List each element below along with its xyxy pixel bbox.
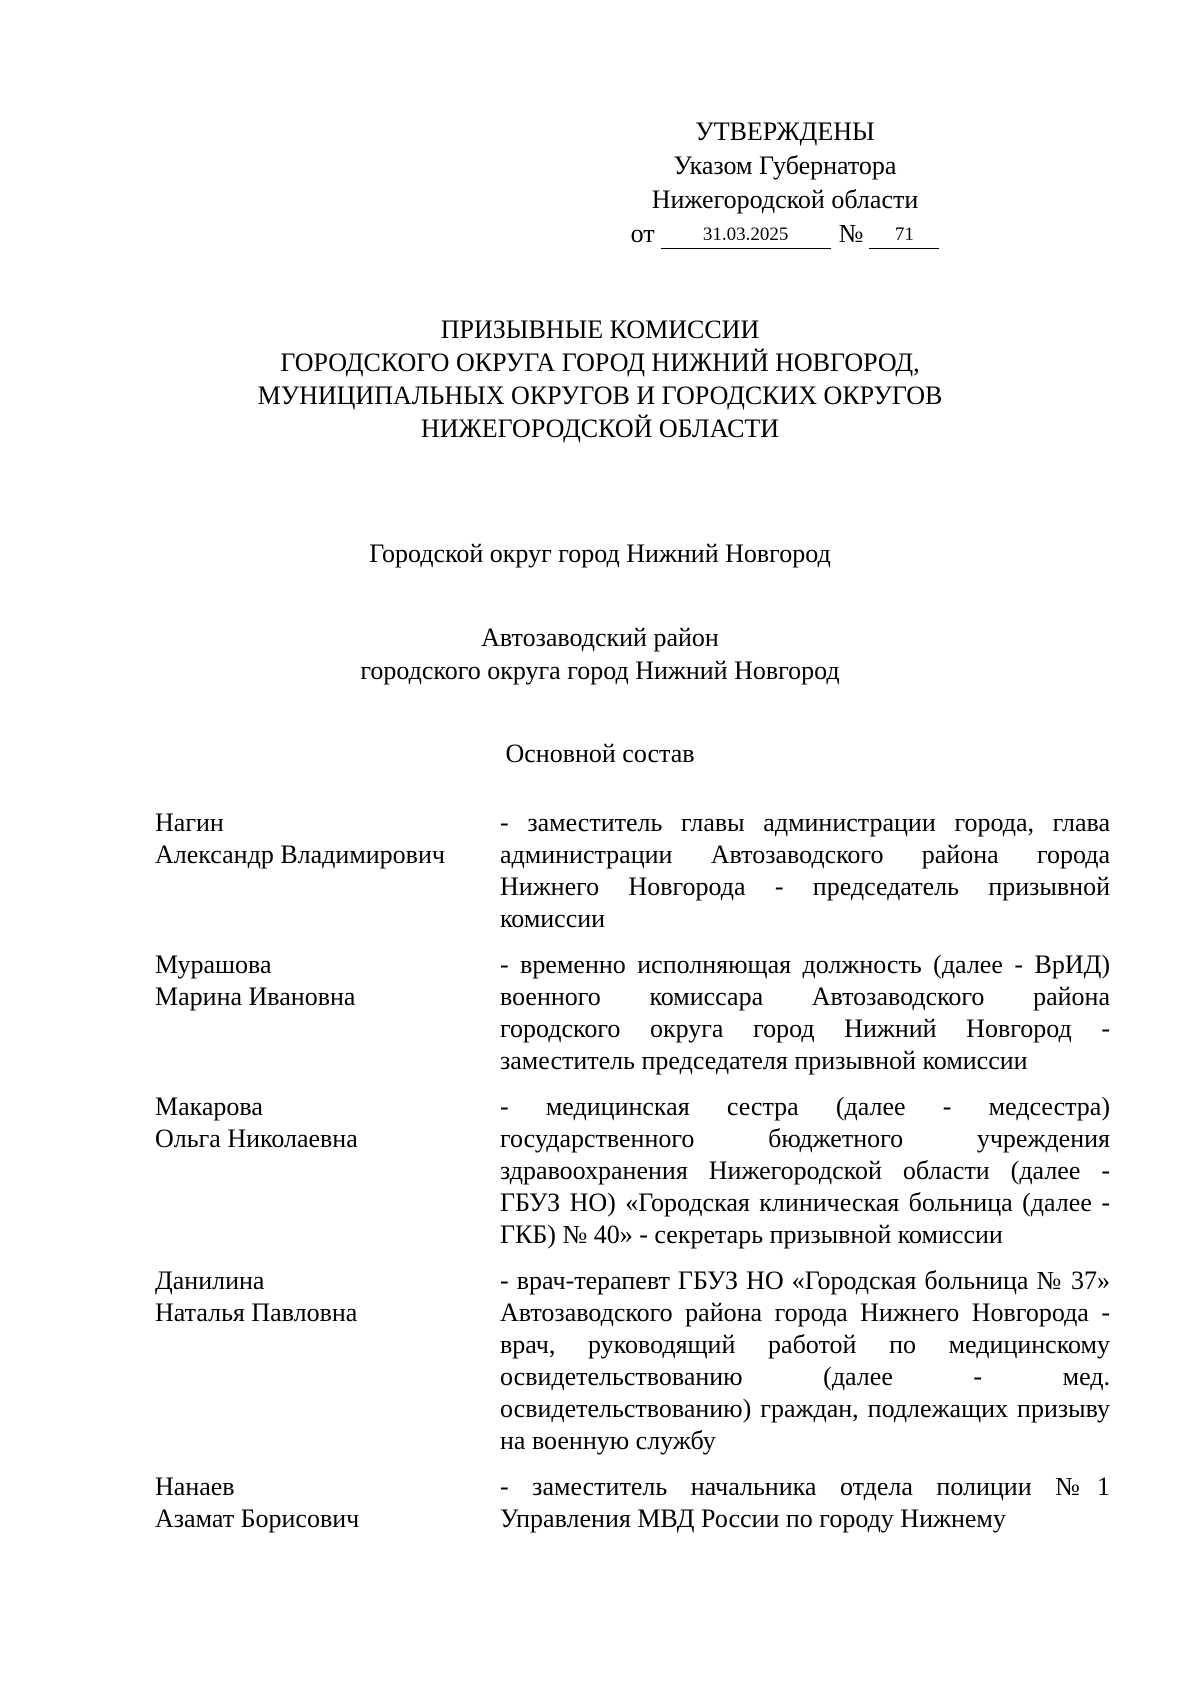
- member-name: [155, 1471, 500, 1535]
- member-surname: Нанаев: [155, 1472, 235, 1501]
- member-role: - врач-терапевт ГБУЗ НО «Городская больница № 37» Автозаводского района города Нижнего Новгорода - врач, руководящий работой по медицинскому освидетельствованию (далее - мед. освидетельствованию) граждан, подлежащих призыву на военную службу: [500, 1266, 1110, 1455]
- member-surname: Данилина: [155, 1266, 265, 1295]
- approval-date: 31.03.2025: [661, 224, 831, 249]
- member-role: - медицинская сестра (далее - медсестра) государственного бюджетного учреждения здравоохранения Нижегородской области (далее - ГБУЗ НО) «Городская клиническая больница (далее - ГКБ) № 40» - секретарь призывной комиссии: [500, 1092, 1110, 1249]
- member-role: - заместитель главы администрации города, глава администрации Автозаводского района города Нижнего Новгорода - председатель призывной комиссии: [500, 808, 1110, 933]
- document-title: [150, 313, 1050, 445]
- member-surname: Макарова: [155, 1092, 263, 1121]
- district-heading-line-2: городского округа город Нижний Новгород: [360, 656, 840, 685]
- member-given-name: Наталья Павловна: [155, 1298, 358, 1327]
- member-given-name: Марина Ивановна: [155, 982, 356, 1011]
- member-entry: [155, 949, 1115, 1077]
- member-role: - временно исполняющая должность (далее - ВрИД) военного комиссара Автозаводского района городского округа город Нижний Новгород - заместитель председателя призывной комиссии: [500, 950, 1110, 1075]
- member-entry: [155, 1265, 1115, 1457]
- approval-number: 71: [869, 224, 939, 249]
- document-title-line-2: ГОРОДСКОГО ОКРУГА ГОРОД НИЖНИЙ НОВГОРОД,: [280, 348, 920, 377]
- approval-decree: Указом Губернатора: [673, 151, 897, 180]
- member-surname: Мурашова: [155, 950, 272, 979]
- member-name: [155, 1265, 500, 1457]
- district-heading: [150, 621, 1050, 687]
- composition-heading: [150, 737, 1050, 770]
- approval-heading: УТВЕРЖДЕНЫ: [695, 117, 875, 146]
- member-entry: [155, 1471, 1115, 1535]
- district-heading-line-1: Автозаводский район: [481, 623, 719, 652]
- members-list: [155, 807, 1115, 1549]
- city-heading-text: Городской округ город Нижний Новгород: [369, 539, 831, 568]
- member-entry: [155, 1091, 1115, 1251]
- member-entry: [155, 807, 1115, 935]
- member-given-name: Ольга Николаевна: [155, 1124, 358, 1153]
- approval-number-label: №: [838, 219, 864, 248]
- city-heading: [150, 537, 1050, 570]
- document-title-line-3: МУНИЦИПАЛЬНЫХ ОКРУГОВ И ГОРОДСКИХ ОКРУГОВ: [257, 381, 943, 410]
- document-title-line-4: НИЖЕГОРОДСКОЙ ОБЛАСТИ: [420, 414, 780, 443]
- approval-region: Нижегородской области: [651, 185, 919, 214]
- member-name: [155, 949, 500, 1077]
- member-role: - заместитель начальника отдела полиции №1 Управления МВД России по городу Нижнему: [500, 1472, 1110, 1533]
- composition-heading-text: Основной состав: [505, 739, 695, 768]
- member-given-name: Азамат Борисович: [155, 1504, 360, 1533]
- document-title-line-1: ПРИЗЫВНЫЕ КОМИССИИ: [440, 315, 760, 344]
- approval-date-line: [600, 219, 970, 249]
- approval-from-label: от: [630, 219, 655, 248]
- member-name: [155, 1091, 500, 1251]
- member-given-name: Александр Владимирович: [155, 840, 445, 869]
- member-name: [155, 807, 500, 935]
- approval-stamp: [600, 115, 970, 249]
- member-surname: Нагин: [155, 808, 224, 837]
